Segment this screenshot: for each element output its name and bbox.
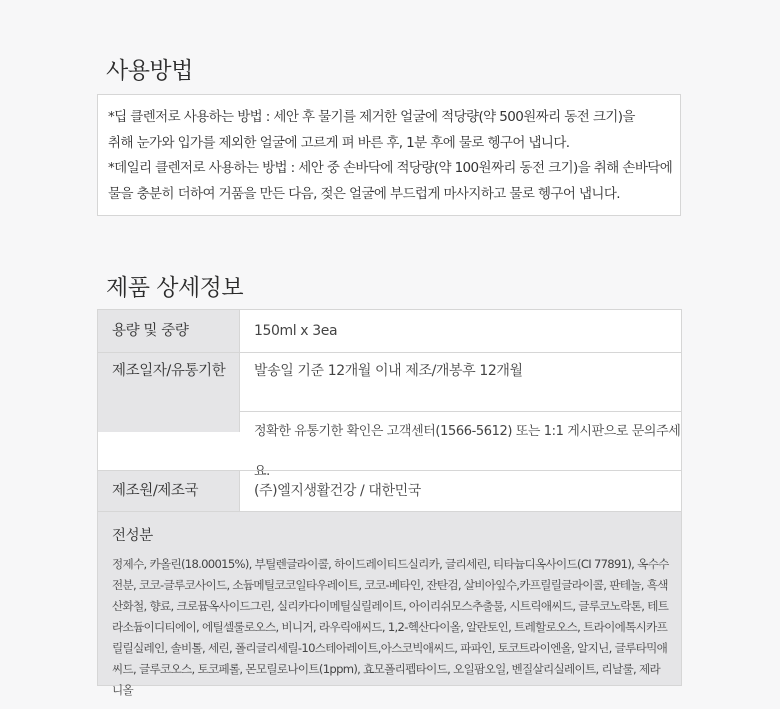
product-details-table xyxy=(97,309,682,697)
usage-line: 물을 충분히 더하여 거품을 만든 다음, 젖은 얼굴에 부드럽게 마사지하고 물로 헹구어 냅니다. xyxy=(108,185,620,202)
maker-label: 제조원/제조국 xyxy=(98,471,240,511)
product-details-title: 제품 상세정보 xyxy=(106,275,244,301)
date-label: 제조일자/유통기한 xyxy=(98,353,240,432)
maker-value: (주)엘지생활건강 / 대한민국 xyxy=(254,483,421,499)
usage-line: *데일리 클렌저로 사용하는 방법 : 세안 중 손바닥에 적당량(약 100원짜리 동전 크기)을 취해 손바닥에 xyxy=(108,160,673,176)
table-row-dates xyxy=(98,353,681,479)
ingredients-label: 전성분 xyxy=(112,528,153,544)
volume-label: 용량 및 중량 xyxy=(98,310,240,352)
ingredients-section xyxy=(98,511,681,697)
volume-value: 150ml x 3ea xyxy=(254,323,338,339)
date-value: 발송일 기준 12개월 이내 제조/개봉후 12개월 xyxy=(240,353,681,412)
date-note: 정확한 유통기한 확인은 고객센터(1566-5612) 또는 1:1 게시판으로 문의주세요. xyxy=(254,424,681,479)
usage-line: 취해 눈가와 입가를 제외한 얼굴에 고르게 펴 바른 후, 1분 후에 물로 헹구어 냅니다. xyxy=(108,134,570,151)
ingredients-list: 정제수, 카올린(18.00015%), 부틸렌글라이콜, 하이드레이티드실리카, 글리세린, 티타늄디옥사이드(CI 77891), 옥수수전분, 코코-글루코사이드, 소듐메틸코코일타우레이트, 코코-베타인, 잔탄검, 살비아잎수,카프릴릴글라이콜, 판테놀, 흑색산화철, 향료, 크로뮴옥사이드그린, 실리카다이메틸실릴레이트, 아이리쉬모스추출물, 시트릭애씨드, 글루코노락톤, 테트라소듐이디티에이, 에틸셀룰로오스, 비니거, 라우릭애씨드, 1,2-헥산다이올, 알란토인, 트레할로오스, 트라이에톡시카프릴릴실레인, 솔비톨, 세린, 폴리글리세릴-10스테아레이트,아스코빅애씨드, 파파인, 토코트라이엔올, 알지닌, 글루타믹애씨드, 글루코오스, 토코페롤, 몬모릴로나이트(1ppm), 효모폴리펩타이드, 오일팜오일, 벤질살리실레이트, 리날룰, 제라니올 xyxy=(112,557,669,697)
table-row-volume xyxy=(98,310,681,353)
usage-line: *딥 클렌저로 사용하는 방법 : 세안 후 물기를 제거한 얼굴에 적당량(약 500원짜리 동전 크기)을 xyxy=(108,109,635,125)
usage-instructions-box xyxy=(97,94,681,216)
usage-section-title: 사용방법 xyxy=(106,58,193,84)
table-row-maker xyxy=(98,471,681,511)
